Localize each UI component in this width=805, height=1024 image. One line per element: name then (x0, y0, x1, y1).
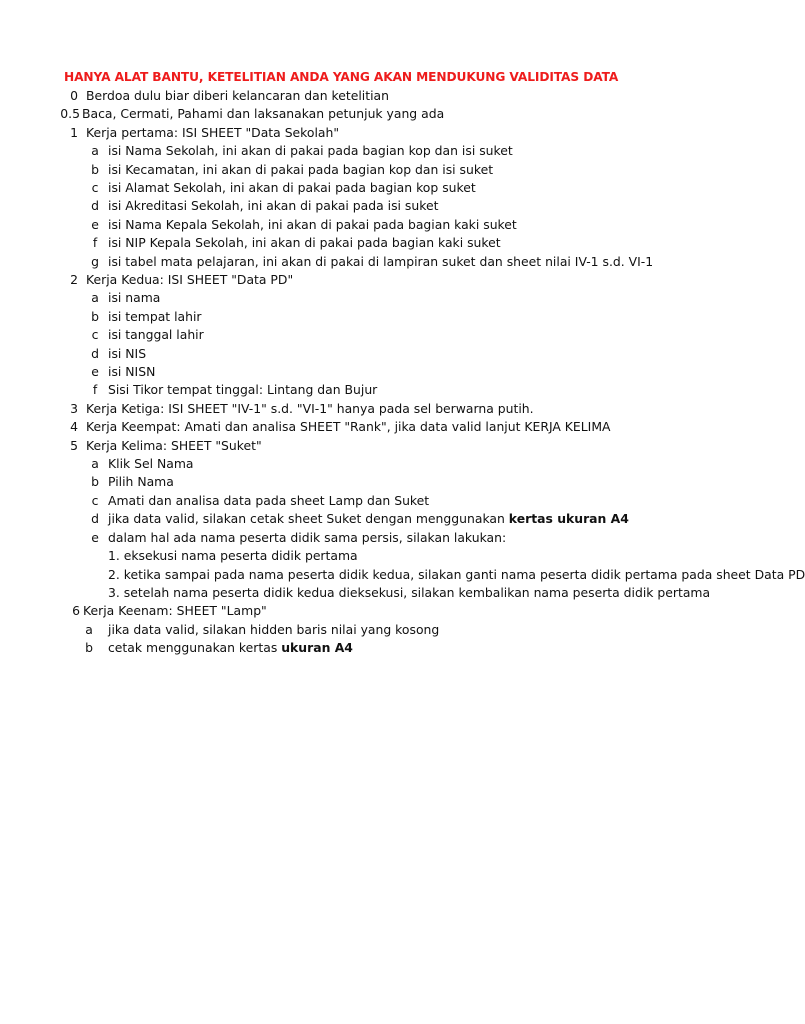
item-text: isi tanggal lahir (108, 327, 204, 342)
list-item (0, 456, 768, 474)
sub-list-item (0, 548, 768, 566)
item-text: isi tempat lahir (108, 309, 202, 324)
list-item (0, 217, 768, 235)
sub-item-text: 2. ketika sampai pada nama peserta didik kedua, silakan ganti nama peserta didik pertama pada sheet Data PD (108, 567, 805, 582)
list-item (0, 254, 768, 272)
sub-item-text: 3. setelah nama peserta didik kedua dieksekusi, silakan kembalikan nama peserta didik pertama (108, 585, 711, 600)
step-text: Kerja Keempat: Amati dan analisa SHEET "Rank", jika data valid lanjut KERJA KELIMA (86, 419, 611, 434)
step-row-4 (0, 419, 768, 437)
list-item (0, 346, 768, 364)
step-row-1 (0, 125, 768, 143)
item-text (108, 640, 353, 655)
step-text: Kerja pertama: ISI SHEET "Data Sekolah" (86, 125, 340, 140)
list-item (0, 143, 768, 161)
item-text: jika data valid, silakan hidden baris nilai yang kosong (108, 622, 440, 637)
item-letter: f (92, 382, 98, 397)
list-item (0, 511, 768, 529)
item-text: isi Akreditasi Sekolah, ini akan di pakai pada isi suket (108, 198, 439, 213)
item-text: Pilih Nama (108, 474, 174, 489)
item-text: Amati dan analisa data pada sheet Lamp dan Suket (108, 493, 430, 508)
item-text: isi Kecamatan, ini akan di pakai pada bagian kop dan isi suket (108, 162, 494, 177)
item-letter: e (91, 217, 99, 232)
item-letter: e (91, 530, 99, 545)
step-number: 0.5 (60, 106, 80, 121)
step-row-2 (0, 272, 768, 290)
list-item (0, 309, 768, 327)
step-row-0 (0, 88, 768, 106)
item-letter: g (91, 254, 99, 269)
item-letter: d (91, 511, 99, 526)
item-text: Klik Sel Nama (108, 456, 194, 471)
step-number: 1 (70, 125, 78, 140)
item-letter: b (85, 640, 93, 655)
step-row-6 (0, 603, 768, 621)
item-text-bold: ukuran A4 (281, 640, 353, 655)
step-row-5 (0, 438, 768, 456)
item-text: dalam hal ada nama peserta didik sama persis, silakan lakukan: (108, 530, 507, 545)
item-text (108, 511, 629, 526)
step-row-0-5 (0, 106, 768, 124)
item-text: isi tabel mata pelajaran, ini akan di pakai di lampiran suket dan sheet nilai IV-1 s.d. VI-1 (108, 254, 654, 269)
step-number: 5 (70, 438, 78, 453)
item-text: isi NISN (108, 364, 156, 379)
item-letter: c (91, 493, 99, 508)
item-text-plain: jika data valid, silakan cetak sheet Suket dengan menggunakan (108, 511, 509, 526)
item-letter: b (91, 309, 99, 324)
item-text-bold: kertas ukuran A4 (508, 511, 629, 526)
step-text: Kerja Keenam: SHEET "Lamp" (83, 603, 267, 618)
item-text: isi NIS (108, 346, 147, 361)
list-item (0, 162, 768, 180)
item-text-plain: cetak menggunakan kertas (108, 640, 282, 655)
list-item (0, 493, 768, 511)
list-item (0, 382, 768, 400)
list-item (0, 290, 768, 308)
step-row-3 (0, 401, 768, 419)
step-text: Baca, Cermati, Pahami dan laksanakan petunjuk yang ada (82, 106, 445, 121)
list-item (0, 622, 768, 640)
list-item (0, 364, 768, 382)
list-item (0, 235, 768, 253)
list-item (0, 640, 768, 658)
item-letter: a (91, 456, 99, 471)
item-letter: d (91, 346, 99, 361)
item-letter: b (91, 162, 99, 177)
list-item (0, 327, 768, 345)
list-item (0, 198, 768, 216)
step-text: Kerja Kelima: SHEET "Suket" (86, 438, 262, 453)
item-text: isi Nama Kepala Sekolah, ini akan di pakai pada bagian kaki suket (108, 217, 517, 232)
item-letter: a (85, 622, 93, 637)
item-letter: a (91, 290, 99, 305)
step-number: 6 (72, 603, 80, 618)
step-text: Kerja Ketiga: ISI SHEET "IV-1" s.d. "VI-1" hanya pada sel berwarna putih. (86, 401, 534, 416)
item-text: isi Alamat Sekolah, ini akan di pakai pada bagian kop suket (108, 180, 476, 195)
list-item (0, 180, 768, 198)
item-letter: b (91, 474, 99, 489)
sub-list-item (0, 567, 805, 585)
item-letter: c (91, 327, 99, 342)
step-number: 3 (70, 401, 78, 416)
step-number: 0 (70, 88, 78, 103)
item-letter: e (91, 364, 99, 379)
list-item (0, 530, 768, 548)
step-text: Berdoa dulu biar diberi kelancaran dan ketelitian (86, 88, 389, 103)
item-text: Sisi Tikor tempat tinggal: Lintang dan Bujur (108, 382, 378, 397)
sub-list-item (0, 585, 768, 603)
sub-item-text: 1. eksekusi nama peserta didik pertama (108, 548, 358, 563)
item-text: isi Nama Sekolah, ini akan di pakai pada bagian kop dan isi suket (108, 143, 513, 158)
item-letter: d (91, 198, 99, 213)
list-item (0, 474, 768, 492)
page-title: HANYA ALAT BANTU, KETELITIAN ANDA YANG AKAN MENDUKUNG VALIDITAS DATA (64, 70, 619, 84)
step-text: Kerja Kedua: ISI SHEET "Data PD" (86, 272, 294, 287)
step-number: 4 (70, 419, 78, 434)
item-text: isi nama (108, 290, 161, 305)
item-text: isi NIP Kepala Sekolah, ini akan di pakai pada bagian kaki suket (108, 235, 501, 250)
step-number: 2 (70, 272, 78, 287)
item-letter: c (91, 180, 99, 195)
item-letter: f (92, 235, 98, 250)
item-letter: a (91, 143, 99, 158)
